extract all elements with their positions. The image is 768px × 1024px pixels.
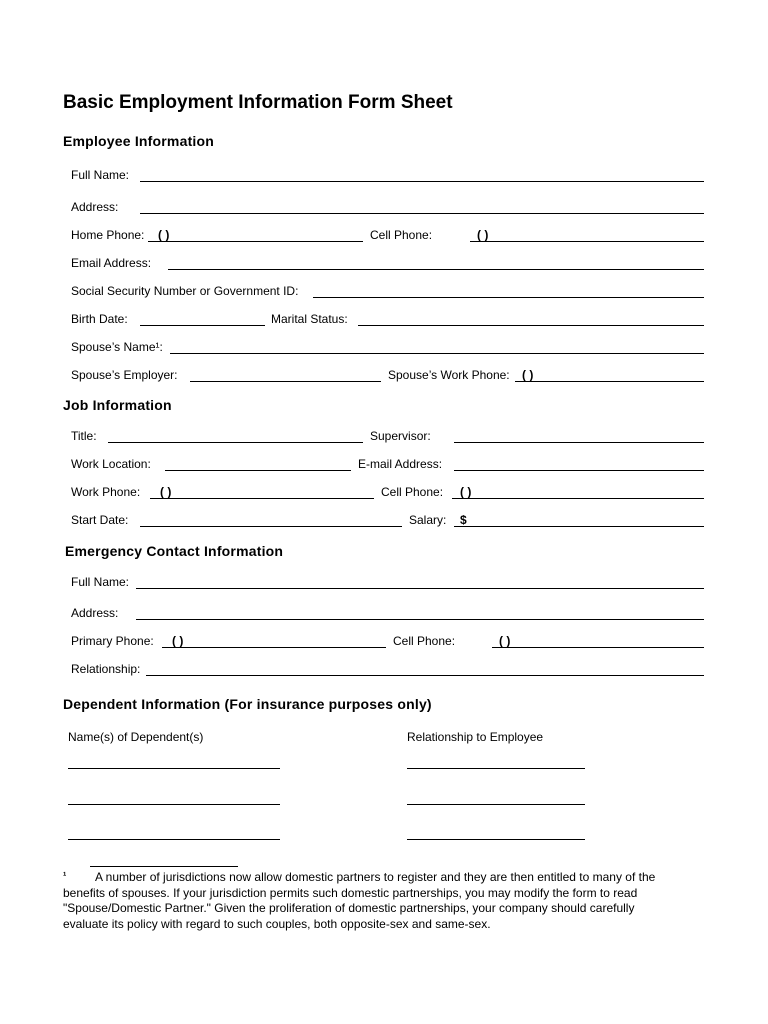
spouse-work-phone-area-code: ( )	[522, 368, 534, 382]
emergency-address-label: Address:	[71, 606, 119, 620]
dependent-name-field[interactable]	[68, 804, 280, 805]
dependent-relationship-field[interactable]	[407, 768, 585, 769]
job-salary-label: Salary:	[409, 513, 447, 527]
employee-home-phone-field[interactable]	[148, 241, 363, 242]
salary-dollar-sign: $	[460, 513, 467, 527]
spouse-work-phone-field[interactable]	[515, 381, 704, 382]
emergency-relationship-label: Relationship:	[71, 662, 141, 676]
employee-cell-phone-field[interactable]	[470, 241, 704, 242]
emergency-full-name-field[interactable]	[136, 588, 704, 589]
emergency-full-name-label: Full Name:	[71, 575, 130, 589]
employee-ssn-label: Social Security Number or Government ID:	[71, 284, 299, 298]
emergency-cell-phone-area-code: ( )	[499, 634, 511, 648]
section-heading-emergency: Emergency Contact Information	[65, 543, 284, 559]
job-start-date-label: Start Date:	[71, 513, 129, 527]
job-start-date-field[interactable]	[140, 526, 402, 527]
employee-email-field[interactable]	[168, 269, 704, 270]
section-heading-job: Job Information	[63, 397, 172, 413]
emergency-cell-phone-label: Cell Phone:	[393, 634, 456, 648]
job-salary-field[interactable]	[454, 526, 704, 527]
employee-birth-date-field[interactable]	[140, 325, 265, 326]
employee-full-name-label: Full Name:	[71, 168, 130, 182]
emergency-address-field[interactable]	[136, 619, 704, 620]
dependent-name-field[interactable]	[68, 768, 280, 769]
employee-home-phone-label: Home Phone:	[71, 228, 145, 242]
spouse-employer-field[interactable]	[190, 381, 381, 382]
job-cell-phone-area-code: ( )	[460, 485, 472, 499]
job-work-location-label: Work Location:	[71, 457, 151, 471]
job-cell-phone-label: Cell Phone:	[381, 485, 444, 499]
employee-address-field[interactable]	[140, 213, 704, 214]
employee-birth-date-label: Birth Date:	[71, 312, 128, 326]
employee-email-label: Email Address:	[71, 256, 152, 270]
section-heading-employee: Employee Information	[63, 133, 215, 149]
spouse-name-field[interactable]	[170, 353, 704, 354]
job-email-label: E-mail Address:	[358, 457, 443, 471]
spouse-employer-label: Spouse’s Employer:	[71, 368, 178, 382]
employee-ssn-field[interactable]	[313, 297, 704, 298]
emergency-primary-phone-label: Primary Phone:	[71, 634, 154, 648]
footnote-marker: ¹	[63, 871, 67, 882]
work-phone-area-code: ( )	[160, 485, 172, 499]
spouse-work-phone-label: Spouse’s Work Phone:	[388, 368, 510, 382]
spouse-name-label: Spouse’s Name¹:	[71, 340, 163, 354]
footnote-separator	[90, 866, 238, 867]
emergency-cell-phone-field[interactable]	[492, 647, 704, 648]
employee-marital-status-field[interactable]	[358, 325, 704, 326]
job-cell-phone-field[interactable]	[452, 498, 704, 499]
form-title: Basic Employment Information Form Sheet	[63, 92, 453, 113]
employee-marital-status-label: Marital Status:	[271, 312, 348, 326]
job-email-field[interactable]	[454, 470, 704, 471]
dependent-name-field[interactable]	[68, 839, 280, 840]
job-title-field[interactable]	[108, 442, 363, 443]
employee-cell-phone-label: Cell Phone:	[370, 228, 433, 242]
emergency-relationship-field[interactable]	[146, 675, 704, 676]
dependent-relationship-column-header: Relationship to Employee	[407, 730, 544, 744]
home-phone-area-code: ( )	[158, 228, 170, 242]
dependent-relationship-field[interactable]	[407, 804, 585, 805]
employee-full-name-field[interactable]	[140, 181, 704, 182]
cell-phone-area-code: ( )	[477, 228, 489, 242]
employee-address-label: Address:	[71, 200, 119, 214]
dependent-names-column-header: Name(s) of Dependent(s)	[68, 730, 204, 744]
primary-phone-area-code: ( )	[172, 634, 184, 648]
job-title-label: Title:	[71, 429, 97, 443]
section-heading-dependent: Dependent Information (For insurance purposes only)	[63, 696, 432, 712]
emergency-primary-phone-field[interactable]	[162, 647, 386, 648]
footnote-text: A number of jurisdictions now allow domestic partners to register and they are then entitled to many of the benefits of spouses. If your jurisdiction permits such domestic partnerships, you may modify the form to read "Spouse/Domestic Partner." Given the proliferation of domestic partnerships, your company should carefully evaluate its policy with regard to such couples, both opposite-sex and same-sex.	[63, 870, 656, 931]
job-work-phone-label: Work Phone:	[71, 485, 141, 499]
dependent-relationship-field[interactable]	[407, 839, 585, 840]
job-work-location-field[interactable]	[165, 470, 351, 471]
job-supervisor-label: Supervisor:	[370, 429, 431, 443]
job-supervisor-field[interactable]	[454, 442, 704, 443]
job-work-phone-field[interactable]	[150, 498, 374, 499]
